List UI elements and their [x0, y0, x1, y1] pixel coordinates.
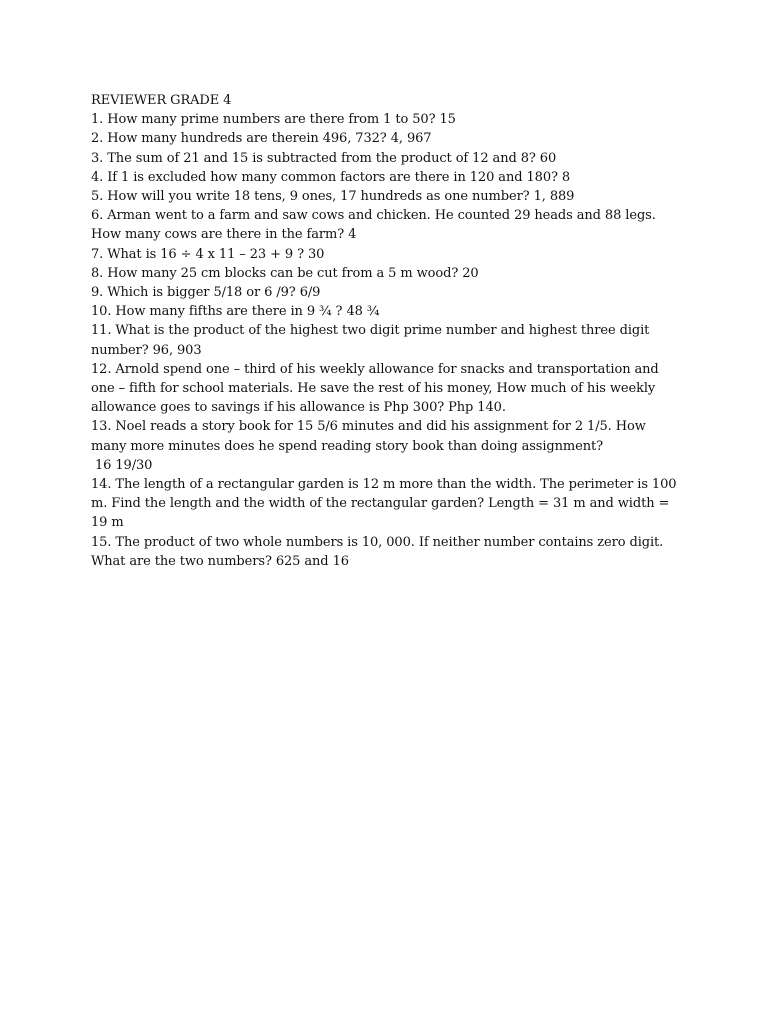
question-13-answer: 16 19/30 — [95, 457, 153, 473]
question-7: 7. What is 16 ÷ 4 x 11 – 23 + 9 ? 30 — [91, 246, 325, 262]
question-13-text: 13. Noel reads a story book for 15 5/6 minutes and did his assignment for 2 1/5. How many more minutes does he spend reading story book than doing assignment? — [91, 419, 646, 454]
document-page — [91, 91, 681, 571]
question-4: 4. If 1 is excluded how many common factors are there in 120 and 180? 8 — [91, 169, 571, 185]
question-14: 14. The length of a rectangular garden is 12 m more than the width. The perimeter is 100 m. Find the length and the width of the rectangular garden? Length = 31 m and width = 19 m — [91, 477, 677, 531]
question-12: 12. Arnold spend one – third of his weekly allowance for snacks and transportation and one – fifth for school materials. He save the rest of his money, How much of his weekly allowance goes to savings if his allowance is Php 300? Php 140. — [91, 361, 659, 416]
question-11: 11. What is the product of the highest two digit prime number and highest three digit number? 96, 903 — [91, 323, 650, 358]
question-15: 15. The product of two whole numbers is 10, 000. If neither number contains zero digit. What are the two numbers? 625 and 16 — [91, 534, 664, 569]
question-13 — [91, 417, 681, 475]
document-title: REVIEWER GRADE 4 — [91, 93, 232, 108]
question-8: 8. How many 25 cm blocks can be cut from a 5 m wood? 20 — [91, 265, 479, 281]
question-6: 6. Arman went to a farm and saw cows and chicken. He counted 29 heads and 88 legs. How many cows are there in the farm? 4 — [91, 208, 656, 243]
question-5: 5. How will you write 18 tens, 9 ones, 17 hundreds as one number? 1, 889 — [91, 189, 575, 205]
question-10: 10. How many fifths are there in 9 ¾ ? 48 ¾ — [91, 304, 380, 320]
question-3: 3. The sum of 21 and 15 is subtracted from the product of 12 and 8? 60 — [91, 150, 557, 166]
question-9: 9. Which is bigger 5/18 or 6 /9? 6/9 — [91, 285, 321, 301]
question-1: 1. How many prime numbers are there from 1 to 50? 15 — [91, 112, 456, 128]
question-2: 2. How many hundreds are therein 496, 732? 4, 967 — [91, 131, 432, 147]
